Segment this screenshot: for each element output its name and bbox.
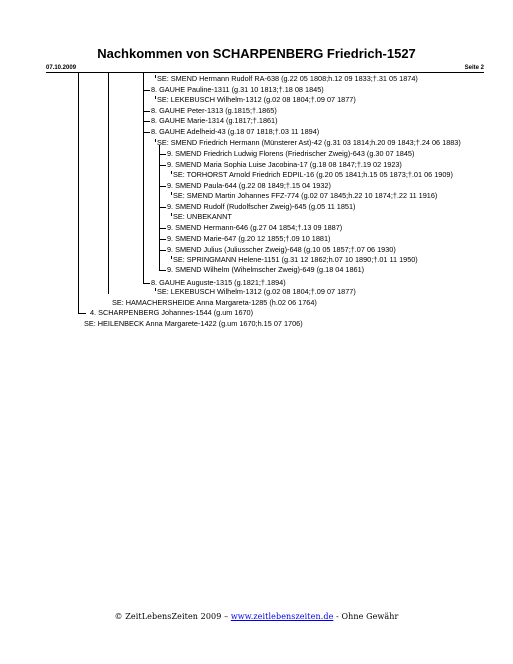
spouse-tick [171,213,172,216]
person-entry: 8. GAUHE Peter-1313 (g.1815;†.1865) [151,106,277,115]
tree-line [143,111,150,112]
tree-line [159,228,166,229]
tree-line [159,207,166,208]
person-entry: 8. GAUHE Auguste-1315 (g.1821;†.1894) [151,278,286,287]
person-entry: 9. SMEND Julius (Juliusscher Zweig)-648 (g.10 05 1857;†.07 06 1930) [167,245,396,254]
tree-line [78,313,86,314]
print-date: 07.10.2009 [46,65,77,71]
tree-line [159,250,166,251]
footer-website-link[interactable]: www.zeitlebenszeiten.de [230,612,334,621]
person-entry: 8. GAUHE Adelheid-43 (g.18 07 1818;†.03 11 1894) [151,127,320,136]
spouse-tick [155,75,156,78]
spouse-entry: SE: HAMACHERSHEIDE Anna Margareta-1285 (h.02 06 1764) [112,298,317,307]
spouse-entry: SE: SMEND Friedrich Hermann (Münsterer Ast)-42 (g.31 03 1814;h.20 09 1843;†.24 06 1883) [157,138,461,147]
footer-disclaimer: - Ohne Gewähr [333,612,399,621]
page-number: Seite 2 [464,65,484,71]
spouse-tick [171,192,172,195]
tree-line [159,154,166,155]
tree-line [143,73,144,284]
tree-line [159,239,166,240]
tree-line [78,73,79,313]
person-entry: 9. SMEND Marie-647 (g.20 12 1855;†.09 10 1881) [167,234,331,243]
spouse-tick [171,171,172,174]
tree-line [159,165,166,166]
tree-line [143,90,150,91]
person-entry: 9. SMEND Rudolf (Rudolfscher Zweig)-645 (g.05 11 1851) [167,202,356,211]
tree-line [159,186,166,187]
spouse-entry: SE: SPRINGMANN Helene-1151 (g.31 12 1862;h.07 10 1890;†.01 11 1950) [173,255,418,264]
person-entry: 9. SMEND Friedrich Ludwig Florens (Friedrischer Zweig)-643 (g.30 07 1845) [167,149,415,158]
tree-line [159,270,166,271]
page-title: Nachkommen von SCHARPENBERG Friedrich-1527 [97,46,416,61]
spouse-entry: SE: SMEND Martin Johannes FFZ-774 (g.02 07 1845;h.22 10 1874;†.22 11 1916) [173,191,438,200]
spouse-tick [155,139,156,142]
person-entry: 9. SMEND Hermann-646 (g.27 04 1854;†.13 09 1887) [167,223,343,232]
spouse-entry: SE: TORHORST Arnold Friedrich EDPIL-16 (g.20 05 1841;h.15 05 1873;†.01 06 1909) [173,170,453,179]
tree-line [143,132,150,133]
spouse-entry: SE: LEKEBUSCH Wilhelm-1312 (g.02 08 1804;†.09 07 1877) [157,287,356,296]
person-entry: 8. GAUHE Pauline-1311 (g.31 10 1813;†.18 08 1845) [151,85,324,94]
footer-copyright: © ZeitLebensZeiten 2009 – [114,612,231,621]
tree-line [143,121,150,122]
spouse-entry: SE: UNBEKANNT [173,212,232,221]
spouse-tick [155,96,156,99]
spouse-tick [171,256,172,259]
tree-line [108,73,109,294]
spouse-entry: SE: HEILENBECK Anna Margarete-1422 (g.um 1670;h.15 07 1706) [84,319,303,328]
tree-line [143,283,150,284]
person-entry: 9. SMEND Paula-644 (g.22 08 1849;†.15 04 1932) [167,181,331,190]
page-footer [0,612,513,621]
spouse-entry: SE: LEKEBUSCH Wilhelm-1312 (g.02 08 1804;†.09 07 1877) [157,95,356,104]
person-entry: 9. SMEND Maria Sophia Luise Jacobina-17 (g.18 08 1847;†.19 02 1923) [167,160,402,169]
spouse-entry: SE: SMEND Hermann Rudolf RA-638 (g.22 05 1808;h.12 09 1833;†.31 05 1874) [157,74,418,83]
person-entry: 8. GAUHE Marie-1314 (g.1817;†.1861) [151,116,278,125]
spouse-tick [155,288,156,291]
person-entry: 4. SCHARPENBERG Johannes-1544 (g.um 1670) [90,308,254,317]
person-entry: 9. SMEND Wilhelm (Wihelmscher Zweig)-649 (g.18 04 1861) [167,265,365,274]
